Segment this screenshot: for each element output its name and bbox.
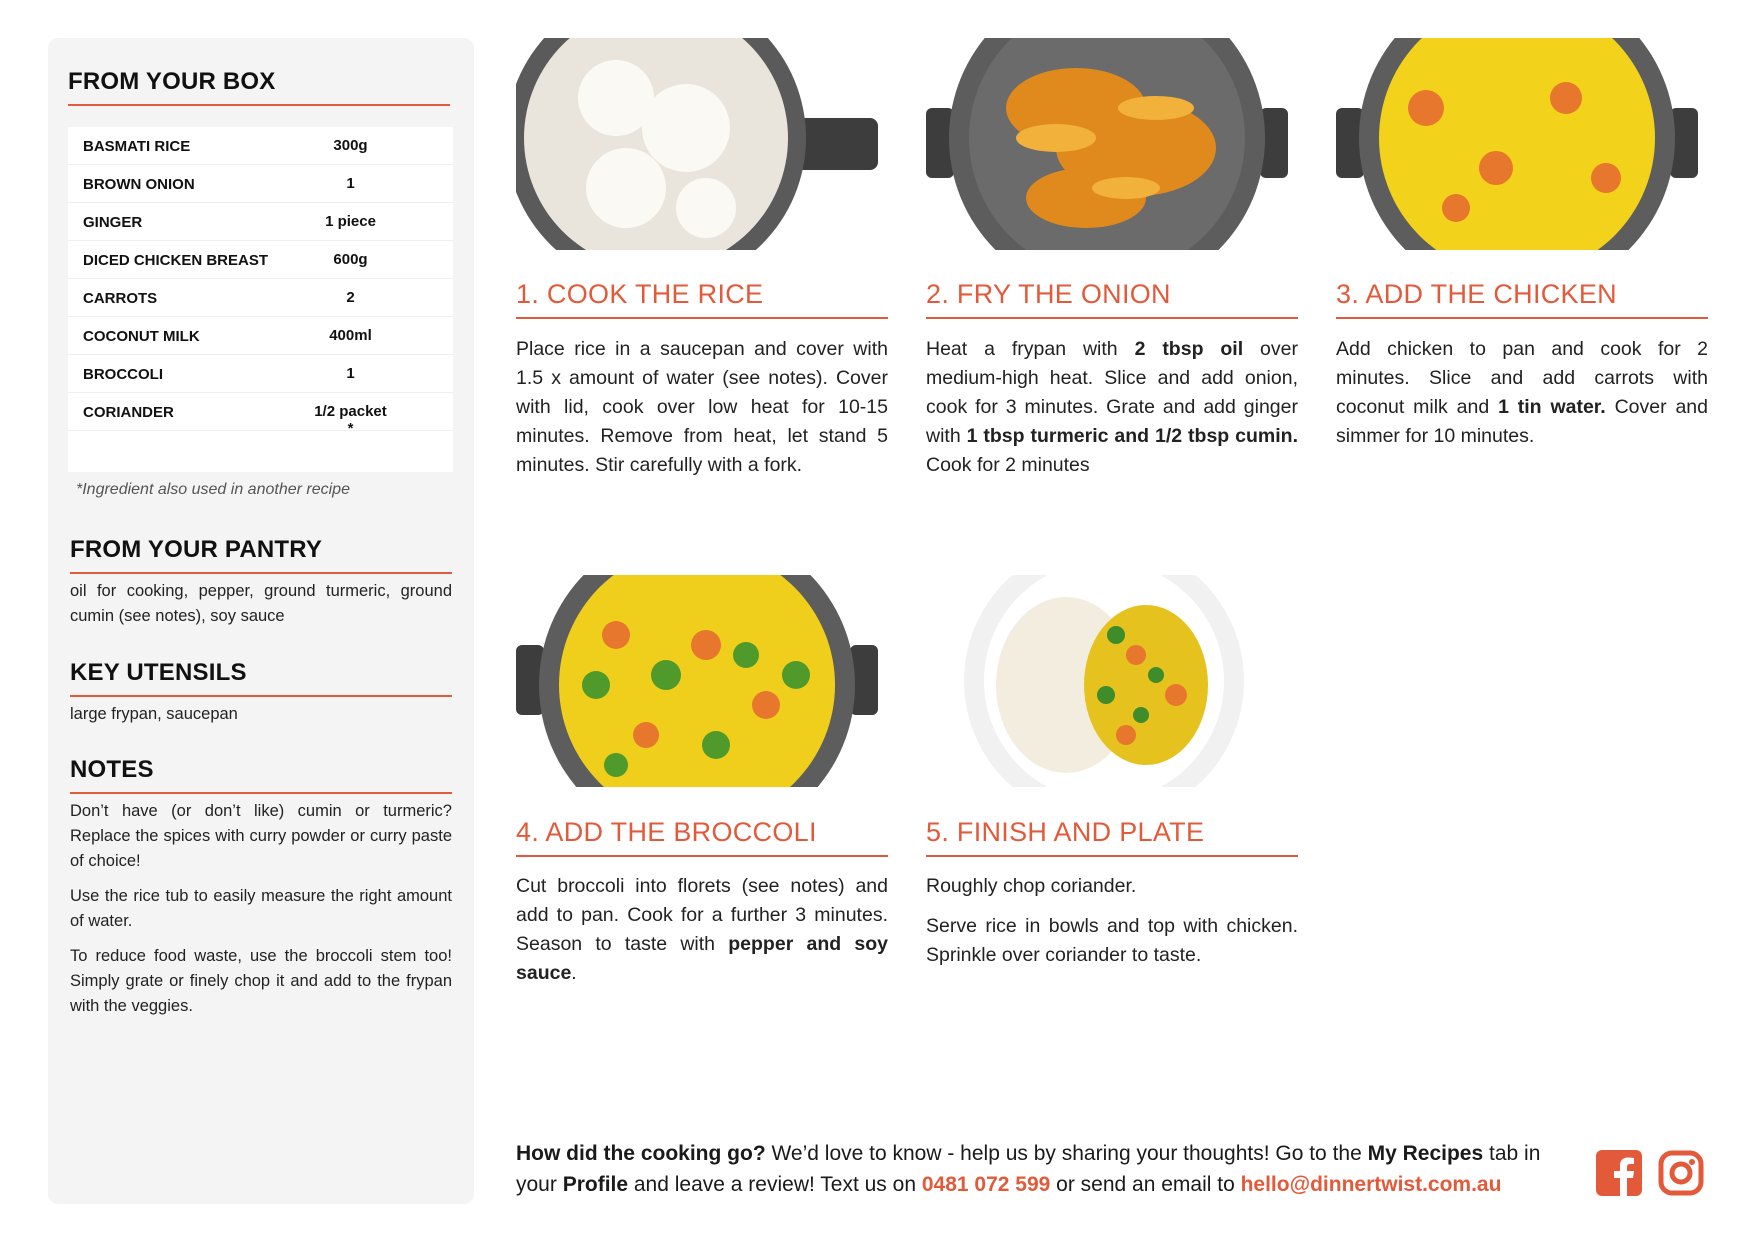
sidebar-panel [48, 38, 474, 1204]
ingredient-row [68, 279, 453, 317]
step-3-title: 3. ADD THE CHICKEN [1336, 279, 1708, 319]
ingredient-qty: 1 [346, 175, 355, 192]
rice-saucepan-illustration [516, 38, 878, 250]
step-4-text [516, 872, 888, 999]
ingredient-row [68, 241, 453, 279]
step-1-paragraph: Place rice in a saucepan and cover with 1.5 x amount of water (see notes). Cover with lid, cook over low heat for 10-15 minutes. Remove from heat, let stand 5 minutes. Stir carefully with a fork. [516, 338, 888, 476]
ingredient-name: BROCCOLI [83, 366, 163, 383]
ingredient-qty: 400ml [329, 327, 372, 344]
ingredient-name: BROWN ONION [83, 176, 195, 193]
step-3-paragraph: Add chicken to pan and cook for 2 minutes. Slice and add carrots with coconut milk and 1 tin water. Cover and simmer for 10 minutes. [1336, 338, 1708, 447]
step-2-paragraph: Heat a frypan with 2 tbsp oil over medium-high heat. Slice and add onion, cook for 3 minutes. Grate and add ginger with 1 tbsp turmeric and 1/2 tbsp cumin. Cook for 2 minutes [926, 338, 1298, 476]
ingredient-qty: 300g [333, 137, 368, 154]
step-2-title: 2. FRY THE ONION [926, 279, 1298, 319]
ingredient-name: BASMATI RICE [83, 138, 191, 155]
pantry-text: oil for cooking, pepper, ground turmeric, ground cumin (see notes), soy sauce [70, 582, 452, 625]
step-3-text [1336, 335, 1708, 462]
ingredient-row [68, 203, 453, 241]
ingredient-name: DICED CHICKEN BREAST [83, 252, 269, 269]
note-item: Use the rice tub to easily measure the right amount of water. [70, 887, 452, 930]
step-1-text [516, 335, 888, 491]
broccoli-curry-illustration [516, 575, 878, 787]
notes-list [70, 799, 452, 1029]
step-3-image [1336, 38, 1698, 250]
onion-frypan-illustration [926, 38, 1288, 250]
feedback-question: How did the cooking go? [516, 1142, 766, 1165]
ingredient-row [68, 393, 453, 437]
from-your-box-title: FROM YOUR BOX [68, 68, 450, 106]
key-utensils-title: KEY UTENSILS [70, 659, 452, 697]
ingredient-row [68, 355, 453, 393]
step-5-image [926, 575, 1288, 787]
instagram-icon[interactable] [1658, 1150, 1704, 1196]
ingredient-footnote: *Ingredient also used in another recipe [76, 481, 350, 498]
note-item: Don’t have (or don’t like) cumin or turmeric? Replace the spices with curry powder or curry paste of choice! [70, 802, 452, 870]
from-your-pantry-title: FROM YOUR PANTRY [70, 536, 452, 574]
plated-dish-illustration [926, 575, 1288, 787]
step-5-paragraph-2: Serve rice in bowls and top with chicken. Sprinkle over coriander to taste. [926, 915, 1298, 966]
ingredient-qty: 1 [346, 365, 355, 382]
step-4-image [516, 575, 878, 787]
ingredient-qty: 2 [346, 289, 355, 306]
feedback-footer: How did the cooking go? We’d love to know - help us by sharing your thoughts! Go to the My Recipes tab in your Profile and leave a review! Text us on 0481 072 599 or send an email to hello@dinnertwist.com.au [516, 1142, 1541, 1196]
ingredient-name: CORIANDER [83, 404, 174, 421]
step-1-image [516, 38, 878, 250]
ingredient-row [68, 127, 453, 165]
ingredient-qty: 1 piece [325, 213, 376, 230]
note-item: To reduce food waste, use the broccoli stem too! Simply grate or finely chop it and add to the frypan with the veggies. [70, 947, 452, 1015]
notes-title: NOTES [70, 756, 452, 794]
ingredient-name: COCONUT MILK [83, 328, 200, 345]
step-5-paragraph-1: Roughly chop coriander. [926, 875, 1137, 897]
ingredients-table [68, 127, 453, 472]
email-link[interactable]: hello@dinnertwist.com.au [1240, 1173, 1502, 1196]
utensils-text: large frypan, saucepan [70, 705, 238, 723]
ingredient-row [68, 317, 453, 355]
phone-number-link[interactable]: 0481 072 599 [921, 1173, 1051, 1196]
step-5-title: 5. FINISH AND PLATE [926, 817, 1298, 857]
step-5-text [926, 872, 1298, 981]
step-1-title: 1. COOK THE RICE [516, 279, 888, 319]
step-2-image [926, 38, 1288, 250]
step-4-paragraph: Cut broccoli into florets (see notes) and add to pan. Cook for a further 3 minutes. Season to taste with pepper and soy sauce. [516, 875, 888, 984]
profile-label: Profile [562, 1173, 629, 1196]
facebook-icon[interactable] [1596, 1150, 1642, 1196]
my-recipes-label: My Recipes [1367, 1142, 1484, 1165]
step-4-title: 4. ADD THE BROCCOLI [516, 817, 888, 857]
step-2-text [926, 335, 1298, 491]
ingredient-row [68, 165, 453, 203]
ingredient-name: GINGER [83, 214, 143, 231]
ingredient-name: CARROTS [83, 290, 158, 307]
chicken-curry-illustration [1336, 38, 1698, 250]
ingredient-qty: 1/2 packet * [314, 403, 387, 437]
ingredient-qty: 600g [333, 251, 368, 268]
